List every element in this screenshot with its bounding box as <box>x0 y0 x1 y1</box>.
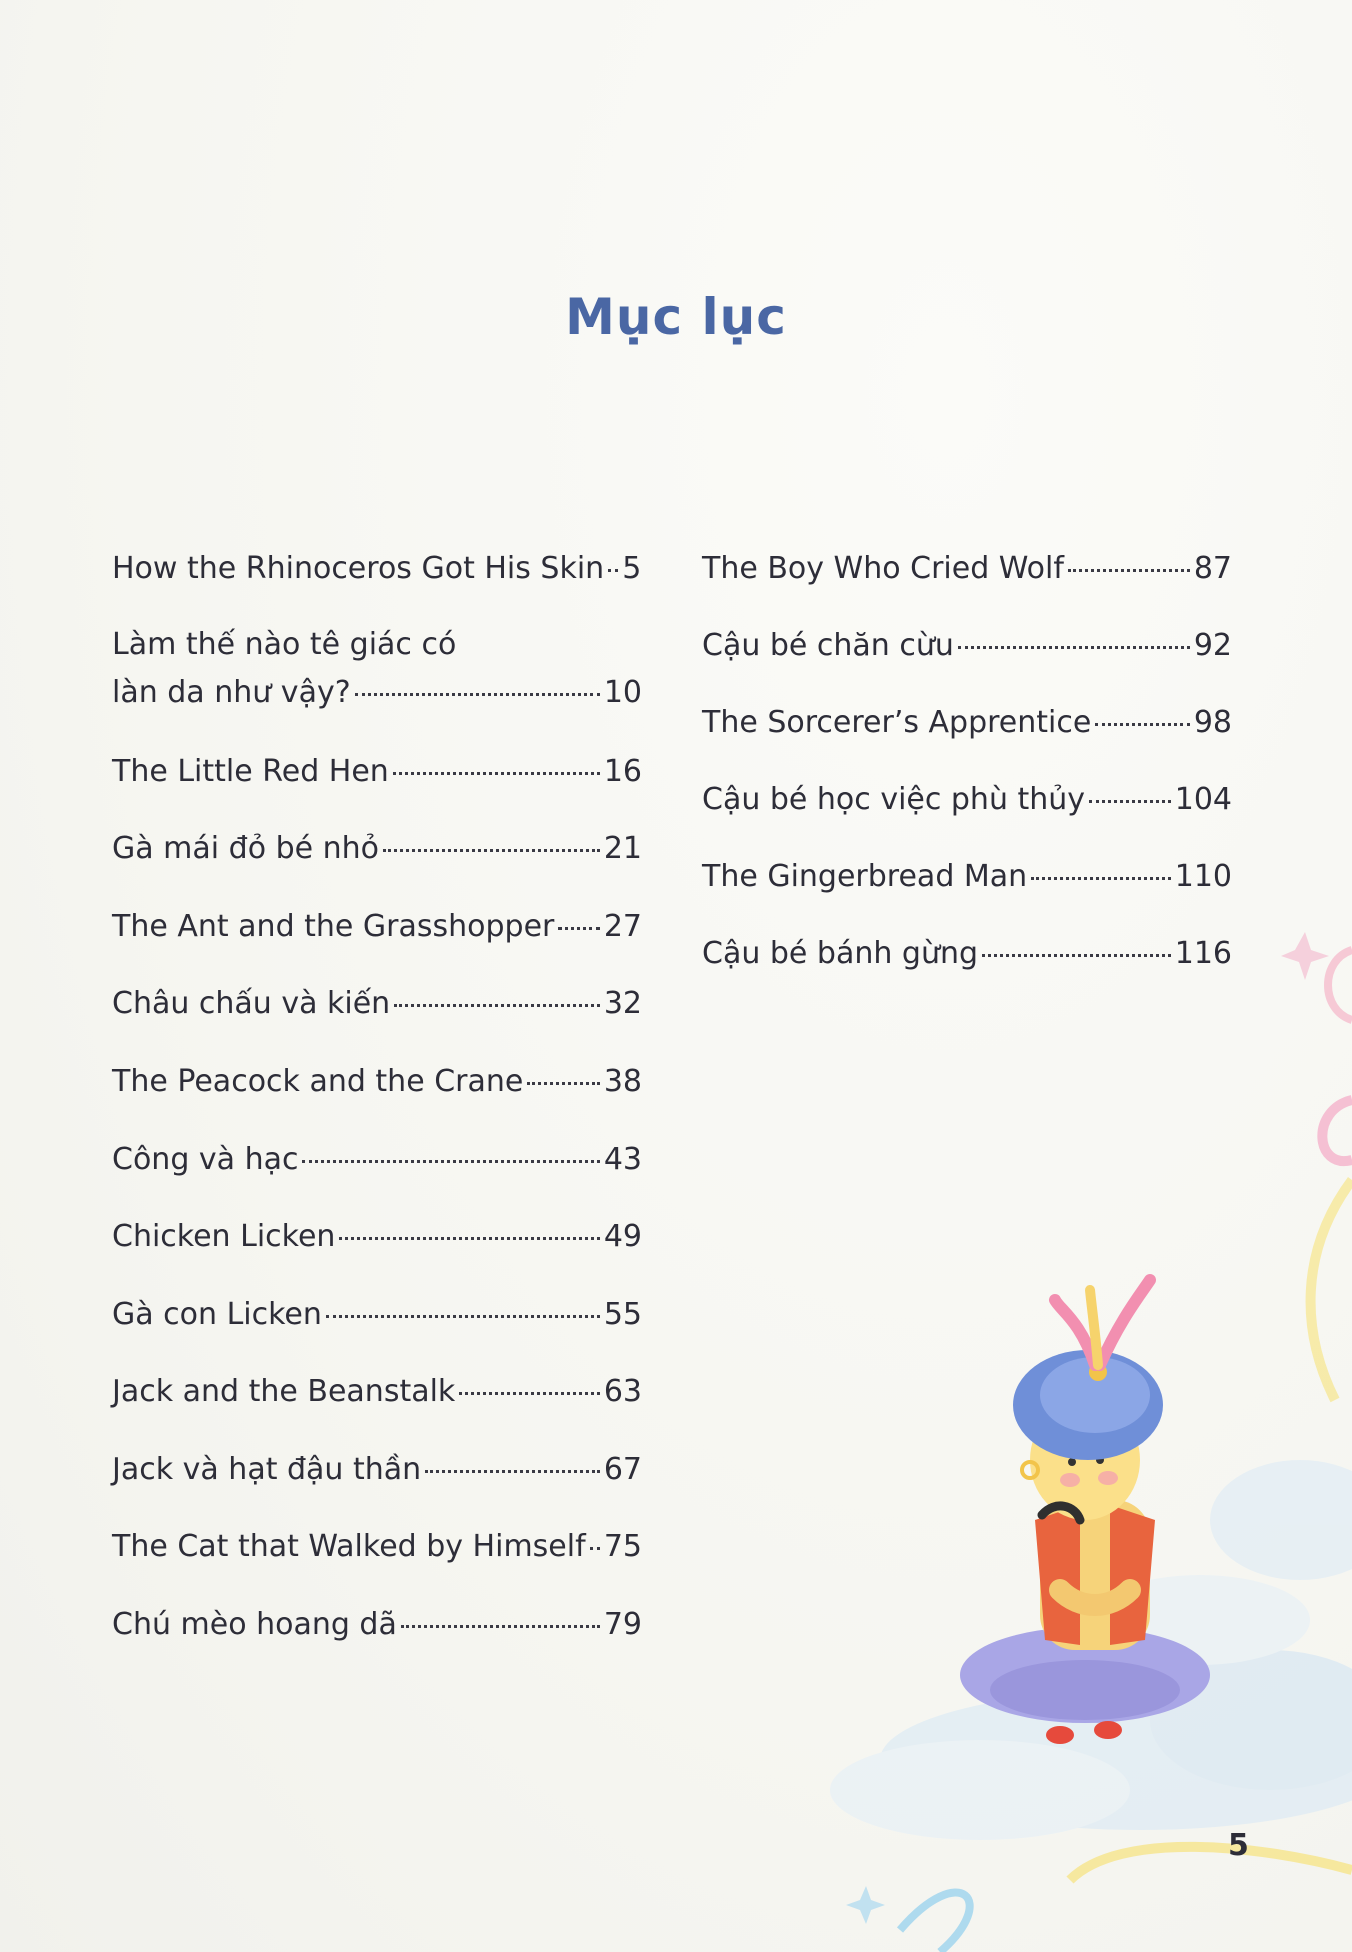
toc-entry-page: 92 <box>1193 628 1232 663</box>
toc-entry[interactable] <box>112 1291 642 1339</box>
leader-dots <box>958 646 1190 649</box>
toc-entry[interactable] <box>112 545 642 593</box>
toc-entry[interactable] <box>702 776 1232 824</box>
page-number: 5 <box>1228 1828 1249 1863</box>
toc-entry-page: 55 <box>603 1297 642 1332</box>
page-title: Mục lục <box>565 288 787 346</box>
leader-dots <box>393 772 600 775</box>
toc-entry-title: Chicken Licken <box>112 1219 336 1254</box>
toc-entry[interactable] <box>112 1213 642 1261</box>
toc-entry-page: 49 <box>603 1219 642 1254</box>
toc-entry[interactable] <box>702 930 1232 978</box>
toc-entry-page: 98 <box>1193 705 1232 740</box>
toc-entry[interactable] <box>112 1601 642 1649</box>
toc-entry[interactable] <box>702 622 1232 670</box>
toc-entry-title: How the Rhinoceros Got His Skin <box>112 551 605 586</box>
leader-dots <box>608 569 618 572</box>
boy-in-turban-illustration <box>960 1280 1210 1744</box>
toc-entry-title: Cậu bé học việc phù thủy <box>702 782 1086 817</box>
toc-entry-title: Jack and the Beanstalk <box>112 1374 456 1409</box>
toc-entry-title-line1: Làm thế nào tê giác có <box>112 627 457 662</box>
toc-entry-title: Cậu bé chăn cừu <box>702 628 954 663</box>
leader-dots <box>558 927 599 930</box>
toc-entry-title: The Peacock and the Crane <box>112 1064 524 1099</box>
leader-dots <box>1068 569 1190 572</box>
toc-entry[interactable] <box>112 748 642 796</box>
toc-entry[interactable] <box>112 825 642 873</box>
leader-dots <box>1089 800 1171 803</box>
leader-dots <box>394 1004 600 1007</box>
leader-dots <box>527 1082 599 1085</box>
toc-entry[interactable] <box>112 1058 642 1106</box>
toc-entry-title: Jack và hạt đậu thần <box>112 1452 422 1487</box>
leader-dots <box>425 1470 600 1473</box>
toc-entry-page: 38 <box>603 1064 642 1099</box>
leader-dots <box>1031 877 1171 880</box>
toc-entry-page: 5 <box>622 551 642 586</box>
toc-entry-page: 87 <box>1193 551 1232 586</box>
toc-entry-title: The Cat that Walked by Himself <box>112 1529 586 1564</box>
leader-dots <box>590 1547 600 1550</box>
toc-entry-title: Châu chấu và kiến <box>112 986 391 1021</box>
toc-entry[interactable] <box>702 853 1232 901</box>
leader-dots <box>355 693 600 696</box>
toc-entry-title: The Little Red Hen <box>112 754 389 789</box>
toc-entry[interactable] <box>112 1523 642 1571</box>
toc-entry[interactable] <box>702 545 1232 593</box>
toc-entry[interactable] <box>112 903 642 951</box>
toc-entry[interactable] <box>112 621 642 717</box>
leader-dots <box>383 849 600 852</box>
toc-entry-title: Chú mèo hoang dã <box>112 1607 397 1642</box>
toc-entry-page: 10 <box>603 675 642 710</box>
leader-dots <box>326 1315 600 1318</box>
toc-entry-page: 104 <box>1174 782 1232 817</box>
toc-entry[interactable] <box>112 980 642 1028</box>
toc-entry-page: 21 <box>603 831 642 866</box>
toc-entry-page: 16 <box>603 754 642 789</box>
toc-entry[interactable] <box>112 1368 642 1416</box>
toc-entry-title: làn da như vậy? <box>112 675 351 710</box>
toc-entry[interactable] <box>702 699 1232 747</box>
toc-entry[interactable] <box>112 1446 642 1494</box>
toc-entry-page: 116 <box>1174 936 1232 971</box>
toc-entry-title: The Boy Who Cried Wolf <box>702 551 1064 586</box>
toc-entry-title: Cậu bé bánh gừng <box>702 936 979 971</box>
leader-dots <box>982 954 1171 957</box>
toc-entry-page: 32 <box>603 986 642 1021</box>
leader-dots <box>459 1392 600 1395</box>
toc-entry-title: The Gingerbread Man <box>702 859 1028 894</box>
toc-entry-page: 43 <box>603 1142 642 1177</box>
toc-entry-page: 79 <box>603 1607 642 1642</box>
toc-entry-title: Gà con Licken <box>112 1297 322 1332</box>
toc-entry-title: The Sorcerer’s Apprentice <box>702 705 1092 740</box>
toc-entry-page: 110 <box>1174 859 1232 894</box>
leader-dots <box>1095 723 1189 726</box>
leader-dots <box>302 1160 599 1163</box>
toc-entry[interactable] <box>112 1136 642 1184</box>
toc-entry-title: Gà mái đỏ bé nhỏ <box>112 831 379 866</box>
leader-dots <box>339 1237 599 1240</box>
toc-entry-page: 63 <box>603 1374 642 1409</box>
leader-dots <box>401 1625 600 1628</box>
toc-entry-page: 27 <box>603 909 642 944</box>
toc-entry-title: The Ant and the Grasshopper <box>112 909 555 944</box>
toc-entry-page: 75 <box>603 1529 642 1564</box>
toc-entry-page: 67 <box>603 1452 642 1487</box>
toc-entry-title: Công và hạc <box>112 1142 299 1177</box>
